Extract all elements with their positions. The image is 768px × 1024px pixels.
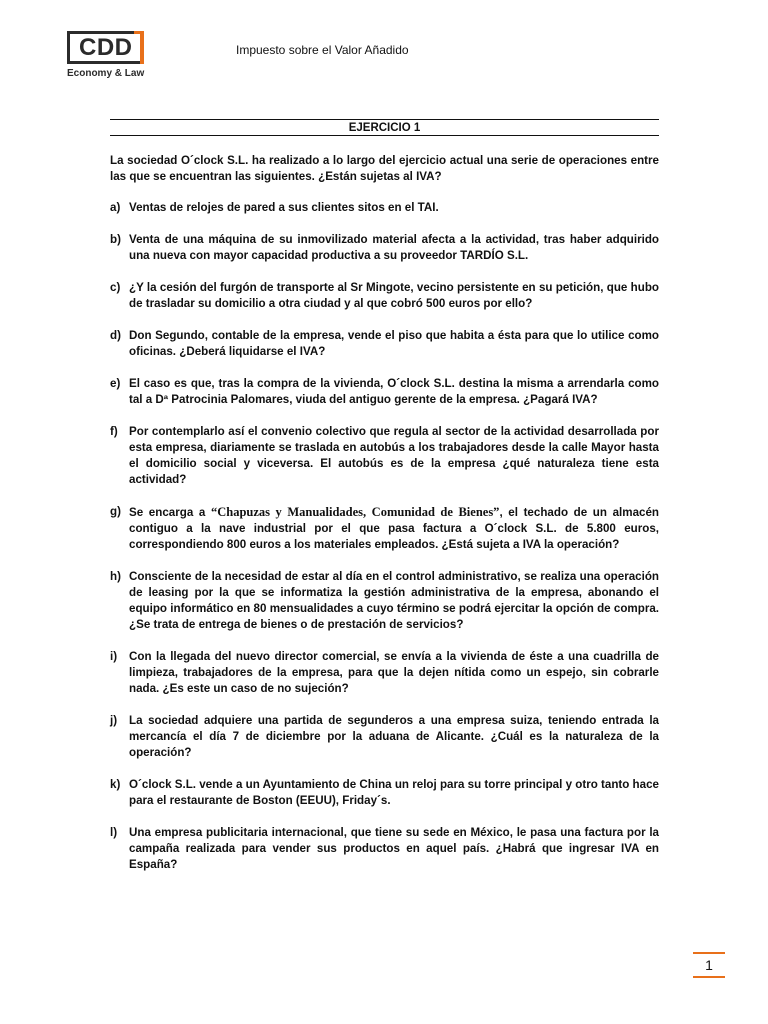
document-header-title: Impuesto sobre el Valor Añadido [236, 43, 409, 57]
question-text: O´clock S.L. vende a un Ayuntamiento de China un reloj para su torre principal y otro tanto hace para el restaurante de Boston (EEUU), Friday´s. [129, 778, 659, 807]
question-item [110, 200, 659, 216]
question-text: Por contemplarlo así el convenio colectivo que regula al sector de la actividad desarrollada por esta empresa, diariamente se traslada en autobús a los trabajadores desde la calle Mayor hasta el domicilio social y viceversa. El autobús es de la empresa ¿qué naturaleza tiene esta actividad? [129, 425, 659, 486]
question-letter: h) [110, 570, 121, 583]
question-item [110, 569, 659, 633]
question-text-post: , el techado de un almacén contiguo a la nave industrial por el que pasa factura a O´clock S.L. de 5.800 euros, correspondiendo 800 euros a los materiales empleados. ¿Está sujeta a IVA la operación? [129, 506, 659, 551]
question-letter: f) [110, 425, 118, 438]
exercise-intro: La sociedad O´clock S.L. ha realizado a lo largo del ejercicio actual una serie de operaciones entre las que se encuentran las siguientes. ¿Están sujetas al IVA? [110, 154, 659, 183]
cdd-logo [67, 31, 144, 79]
logo-mark [67, 31, 144, 64]
question-item [110, 713, 659, 761]
logo-text: CDD [79, 34, 133, 61]
page-number-text: 1 [705, 957, 713, 973]
exercise-section [110, 119, 659, 889]
question-letter: j) [110, 714, 118, 727]
question-text: Venta de una máquina de su inmovilizado material afecta a la actividad, tras haber adquirido una nueva con mayor capacidad productiva a su proveedor TARDÍO S.L. [129, 233, 659, 262]
question-item [110, 280, 659, 312]
question-text: El caso es que, tras la compra de la vivienda, O´clock S.L. destina la misma a arrendarla como tal a Dª Patrocinia Palomares, viuda del antiguo gerente de la empresa. ¿Pagará IVA? [129, 377, 659, 406]
question-item [110, 825, 659, 873]
question-text: Una empresa publicitaria internacional, que tiene su sede en México, le pasa una factura por la campaña realizada para vender sus productos en aquel país. ¿Habrá que ingresar IVA en España? [129, 826, 659, 871]
question-letter: g) [110, 505, 121, 518]
page-number-bottom-rule [693, 976, 725, 978]
logo-accent-bar [140, 31, 144, 64]
question-letter: e) [110, 377, 121, 390]
question-letter: i) [110, 650, 118, 663]
question-text-pre: Se encarga a [129, 506, 211, 519]
question-text: Consciente de la necesidad de estar al día en el control administrativo, se realiza una operación de leasing por la que se informatiza la gestión administrativa de la empresa, abonando el equipo informático en 80 mensualidades a cuyo término se podrá ejercitar la opción de compra. ¿Se trata de entrega de bienes o de prestación de servicios? [129, 570, 659, 631]
question-text: Ventas de relojes de pared a sus clientes sitos en el TAI. [129, 201, 439, 214]
question-letter: c) [110, 281, 121, 294]
question-item [110, 424, 659, 488]
question-text: Con la llegada del nuevo director comercial, se envía a la vivienda de éste a una cuadrilla de limpieza, trabajadores de la empresa, para que la dejen nítida como un espejo, sin cobrarle nada. ¿Es este un caso de no sujeción? [129, 650, 659, 695]
exercise-title: EJERCICIO 1 [348, 122, 421, 134]
question-item [110, 649, 659, 697]
question-letter: d) [110, 329, 121, 342]
page-number [693, 952, 725, 978]
question-letter: b) [110, 233, 121, 246]
title-rule-bottom [110, 135, 659, 136]
question-list [110, 200, 659, 873]
question-item [110, 328, 659, 360]
question-text [129, 504, 659, 553]
question-item [110, 777, 659, 809]
question-text: ¿Y la cesión del furgón de transporte al Sr Mingote, vecino persistente en su petición, que hubo de trasladar su domicilio a otra ciudad y al que cobró 500 euros por ello? [129, 281, 659, 310]
question-item [110, 376, 659, 408]
question-letter: k) [110, 778, 121, 791]
question-text: Don Segundo, contable de la empresa, vende el piso que habita a ésta para que lo utilice como oficinas. ¿Deberá liquidarse el IVA? [129, 329, 659, 358]
logo-tagline: Economy & Law [67, 68, 145, 79]
question-text: La sociedad adquiere una partida de segunderos a una empresa suiza, teniendo entrada la mercancía el día 7 de diciembre por la aduana de Alicante. ¿Cuál es la naturaleza de la operación? [129, 714, 659, 759]
question-item [110, 232, 659, 264]
company-name-quote: “Chapuzas y Manualidades, Comunidad de Bienes” [210, 505, 500, 519]
question-letter: a) [110, 201, 121, 214]
question-letter: l) [110, 826, 118, 839]
question-item [110, 504, 659, 553]
